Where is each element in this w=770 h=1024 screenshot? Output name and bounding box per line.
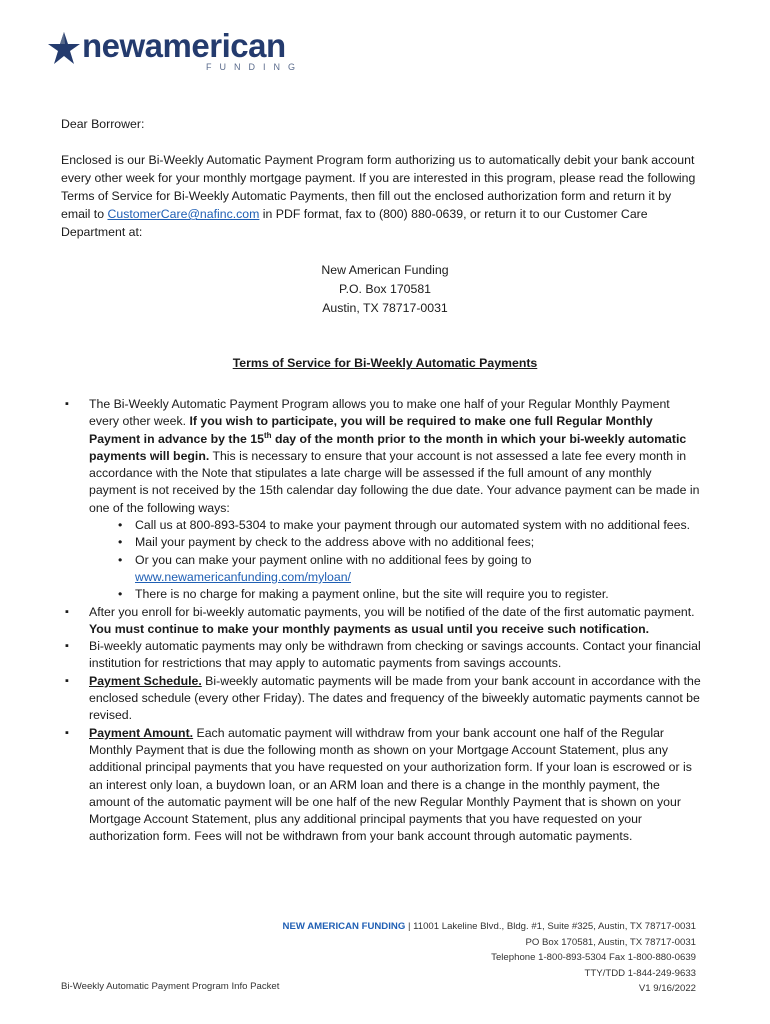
mailing-address xyxy=(0,261,770,318)
footer-brand: NEW AMERICAN FUNDING xyxy=(282,921,406,932)
terms-title: Terms of Service for Bi-Weekly Automatic Payments xyxy=(232,356,538,370)
footer-version: V1 9/16/2022 xyxy=(638,983,696,994)
list-item: • Or you can make your payment online with no additional fees by going to www.newamericanfunding.com/myloan/ xyxy=(135,552,701,587)
footer-line: Telephone 1-800-893-5304 Fax 1-800-880-0639 xyxy=(491,952,696,963)
footer-line: PO Box 170581, Austin, TX 78717-0031 xyxy=(525,936,696,948)
footer-doc-title: Bi-Weekly Automatic Payment Program Info Packet xyxy=(61,981,280,992)
greeting: Dear Borrower: xyxy=(61,117,145,131)
terms-item: ▪ Payment Amount. Each automatic payment will withdraw from your bank account one half of the Regular Monthly Payment that is due the following month as shown on your Mortgage Account Statement, plus any additional principal payments that you have requested on your authorization form. If your loan is escrowed or is an interest only loan, a buydown loan, or an ARM loan and there is a change in the monthly payment, the amount of the automatic payment will be one half of the new Regular Monthly Payment that is shown on your Mortgage Account Statement, plus any additional principal payments that you have requested on your authorization form. Fees will not be withdrawn from your bank account through automatic payments. xyxy=(61,725,701,846)
footer-contact: NEW AMERICAN FUNDING | 11001 Lakeline Blvd., Bldg. #1, Suite #325, Austin, TX 78717-0031 PO Box 170581, Austin, TX 78717-0031 Telephone 1-800-893-5304 Fax 1-800-880-0639 TTY/TDD 1-844-249-9633 V1 9/16/2022 xyxy=(283,919,696,997)
myloan-link[interactable]: www.newamericanfunding.com/myloan/ xyxy=(135,569,351,584)
logo-subtitle: FUNDING xyxy=(206,62,303,72)
address-line: New American Funding xyxy=(321,263,449,277)
list-item: • Mail your payment by check to the address above with no additional fees; xyxy=(135,534,701,551)
star-logo-icon xyxy=(46,30,82,66)
address-line: Austin, TX 78717-0031 xyxy=(322,301,448,315)
terms-item: ▪ Payment Schedule. Bi-weekly automatic payments will be made from your bank account in accordance with the enclosed schedule (every other Friday). The dates and frequency of the biweekly automatic payments cannot be revised. xyxy=(61,673,701,725)
list-item: • Call us at 800-893-5304 to make your payment through our automated system with no additional fees. xyxy=(135,517,701,534)
company-logo xyxy=(46,26,306,74)
email-link[interactable]: CustomerCare@nafinc.com xyxy=(107,207,260,221)
address-line: P.O. Box 170581 xyxy=(338,282,432,296)
terms-item: ▪ After you enroll for bi-weekly automatic payments, you will be notified of the date of the first automatic payment. You must continue to make your monthly payments as usual until you receive such notification. xyxy=(61,604,701,639)
footer-line: TTY/TDD 1-844-249-9633 xyxy=(584,967,696,979)
terms-item: ▪ Bi-weekly automatic payments may only be withdrawn from checking or savings accounts. Contact your financial institution for restrictions that may apply to automatic payments from savings accounts. xyxy=(61,638,701,673)
payment-methods-list xyxy=(89,517,701,603)
terms-list xyxy=(61,396,701,846)
terms-item: ▪ The Bi-Weekly Automatic Payment Program allows you to make one half of your Regular Monthly Payment every other week. If you wish to participate, you will be required to make one full Regular Monthly Payment in advance by the 15th day of the month prior to the month in which your bi-weekly automatic payments will begin. This is necessary to ensure that your account is not assessed a late fee every month in accordance with the Note that stipulates a late charge will be assessed if the full amount of any monthly payment is not received by the 15th calendar day following the due date. Your advance payment can be made in one of the following ways: • Call us at 800-893-5304 to make your payment through our automated system with no additional fees. • Mail your payment by check to the address above with no additional fees; • Or you can make your payment online with no additional fees by going to www.newamericanfunding.com/myloan/ • There is no charge for making a payment online, but the site will require you to register. xyxy=(61,396,701,604)
logo-wordmark: newamerican xyxy=(82,27,286,64)
list-item: • There is no charge for making a payment online, but the site will require you to register. xyxy=(135,586,701,603)
intro-paragraph: Enclosed is our Bi-Weekly Automatic Payment Program form authorizing us to automatically debit your bank account every other week for your monthly mortgage payment. If you are interested in this program, please read the following Terms of Service for Bi-Weekly Automatic Payments, then fill out the enclosed authorization form and return it by email to CustomerCare@nafinc.com in PDF format, fax to (800) 880-0639, or return it to our Customer Care Department at: xyxy=(61,153,696,239)
